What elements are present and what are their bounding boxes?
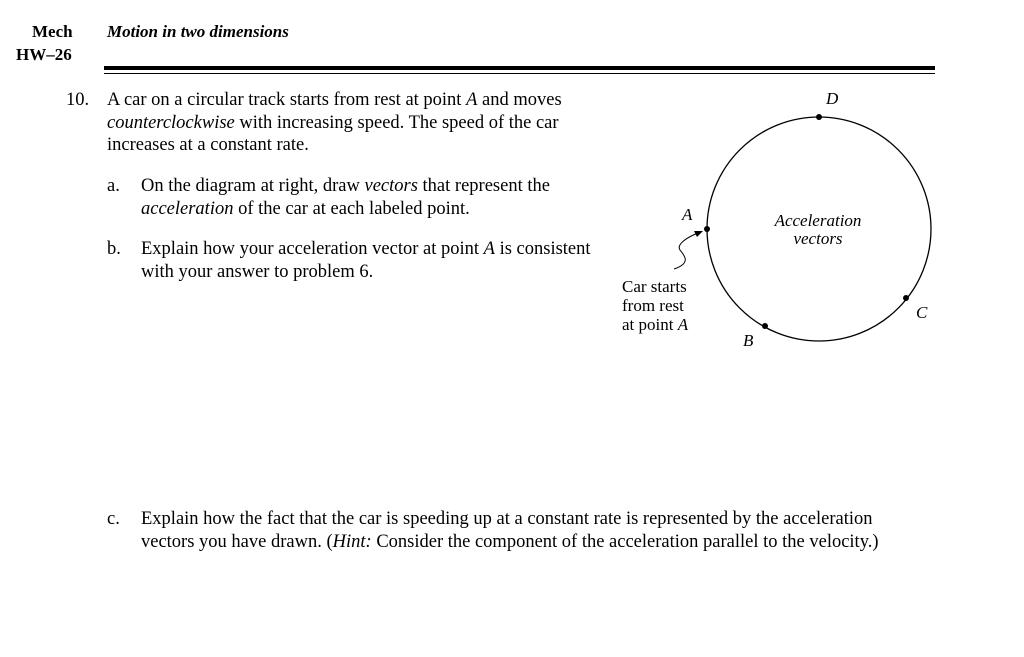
header-rule-thick <box>104 66 935 70</box>
part-c-text: Explain how the fact that the car is speeding up at a constant rate is represented by the acceleration vectors you have drawn. (Hint: Consider the component of the acceleration parallel to the velocity.) <box>141 509 879 552</box>
center-label-line1: Acceleration <box>774 211 862 230</box>
start-note-line2: from rest <box>622 296 684 315</box>
start-note-line3: at point A <box>622 315 689 334</box>
point-c-dot <box>903 295 909 301</box>
point-b-dot <box>762 323 768 329</box>
course-label: Mech <box>32 22 73 41</box>
point-a-dot <box>704 226 710 232</box>
center-label-line2: vectors <box>793 229 843 248</box>
problem-number: 10. <box>66 90 90 110</box>
point-a-label: A <box>682 205 693 224</box>
point-d-label: D <box>826 89 839 108</box>
part-b-letter: b. <box>107 239 121 259</box>
homework-number: HW–26 <box>16 45 72 64</box>
point-d-dot <box>816 114 822 120</box>
problem-intro: A car on a circular track starts from rest at point A and moves counterclockwise with increasing speed. The speed of the car increases at a constant rate. <box>107 90 562 155</box>
start-note <box>622 277 691 315</box>
point-c-label: C <box>916 303 928 322</box>
start-pointer-line <box>674 233 698 269</box>
part-a-text: On the diagram at right, draw vectors that represent the acceleration of the car at each labeled point. <box>141 176 550 219</box>
part-b-text: Explain how your acceleration vector at point A is consistent with your answer to problem 6. <box>141 239 591 282</box>
circular-track-diagram <box>600 80 960 370</box>
header-rule-thin <box>104 73 935 74</box>
point-b-label: B <box>743 331 754 350</box>
part-c-letter: c. <box>107 509 120 529</box>
start-note-line1: Car starts <box>622 277 687 296</box>
page-title: Motion in two dimensions <box>107 22 289 41</box>
part-a-letter: a. <box>107 176 120 196</box>
